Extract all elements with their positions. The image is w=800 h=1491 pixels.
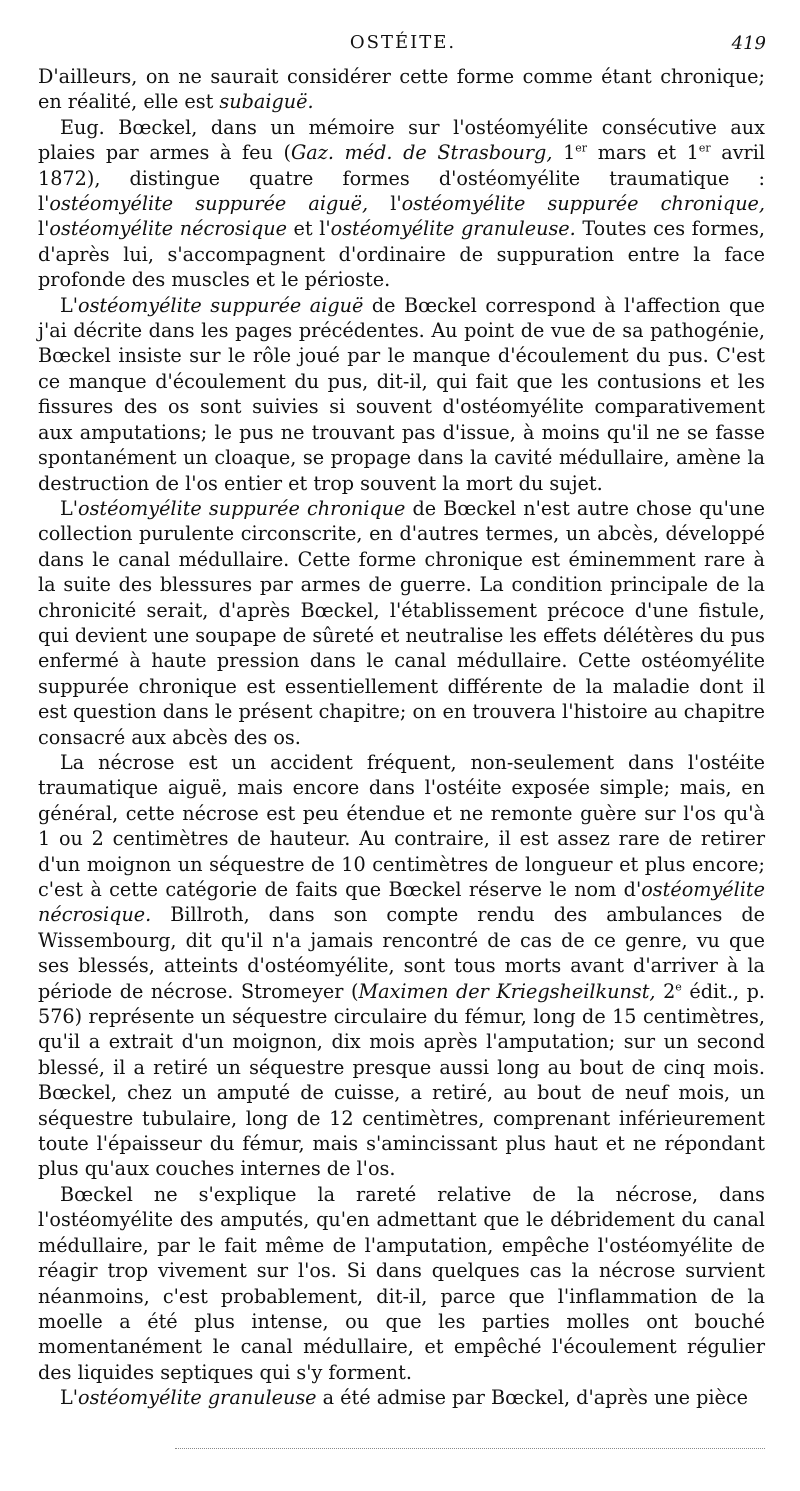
- book-title: Maximen der Kriegsheilkunst,: [358, 979, 656, 1003]
- text-run: 2: [655, 979, 676, 1003]
- page-body: [38, 64, 765, 1411]
- paragraph-7: [38, 1385, 765, 1410]
- text-run: avril 1872), distingue quatre formes d'ostéomyélite traumatique : l': [38, 141, 766, 216]
- text-run: a été admise par Bœckel, d'après une pièce: [316, 1386, 748, 1410]
- paragraph-1: [38, 64, 765, 115]
- paragraph-4: [38, 496, 765, 750]
- italic-run: ostéomyélite granuleuse.: [330, 217, 576, 241]
- page-number: 419: [731, 33, 766, 54]
- text-run: D'ailleurs, on ne saurait considérer cette forme comme étant chronique; en réalité, elle est: [38, 65, 765, 114]
- text-run: L': [60, 496, 79, 520]
- italic-run: ostéomyélite nécrosique: [49, 217, 287, 241]
- text-run: L': [60, 1386, 79, 1410]
- paragraph-6: [38, 1182, 765, 1385]
- text-run: 1: [552, 141, 576, 165]
- text-run: Toutes ces formes, d'après lui, s'accompagnent d'ordinaire de suppuration entre la face profonde des muscles et le périoste.: [38, 217, 765, 292]
- paragraph-5: [38, 750, 765, 1182]
- text-run: Bœckel ne s'explique la rareté relative de la nécrose, dans l'ostéomyélite des amputés, qu'en admettant que le débridement du canal médullaire, par le fait même de l'amputation, empêche l'ostéomyélite de réagir trop vivement sur l'os. Si dans quelques cas la nécrose survient néanmoins, c'est probablement, dit-il, parce que l'inflammation de la moelle a été plus intense, ou que les parties molles ont bouché momentanément le canal médullaire, et empêché l'écoulement régulier des liquides septiques qui s'y forment.: [38, 1182, 765, 1384]
- paragraph-3: [38, 293, 765, 496]
- superscript: er: [575, 141, 588, 155]
- text-run: mars et 1: [587, 141, 699, 165]
- page-header: [40, 30, 766, 56]
- italic-run: ostéomyélite nécrosique.: [38, 878, 765, 927]
- text-run: et l': [286, 217, 331, 241]
- text-run: Eug. Bœckel, dans un mémoire sur l'ostéomyélite consécutive aux plaies par armes à feu (: [38, 115, 765, 165]
- italic-run: ostéomyélite granuleuse: [78, 1386, 317, 1410]
- paragraph-2: [38, 115, 765, 293]
- italic-run: ostéomyélite suppurée chronique: [78, 496, 406, 520]
- italic-run: subaiguë.: [219, 90, 314, 114]
- text-run: de Bœckel correspond à l'affection que j'ai décrite dans les pages précédentes. Au point de vue de sa pathogénie, Bœckel insiste sur le rôle joué par le manque d'écoulement du pus. C'est ce manque d'écoulement du pus, dit-il, qui fait que les contusions et les fissures des os sont suivies si souvent d'ostéomyélite comparativement aux amputations; le pus ne trouvant pas d'issue, à moins qu'il ne se fasse spontanément un cloaque, se propage dans la cavité médullaire, amène la destruction de l'os entier et trop souvent la mort du sujet.: [38, 293, 766, 495]
- text-run: l': [38, 217, 50, 241]
- italic-run: ostéomyélite suppurée aiguë,: [49, 192, 369, 216]
- text-run: L': [60, 293, 79, 317]
- journal-title: Gaz. méd. de Strasbourg,: [290, 141, 553, 165]
- footer-divider: [175, 1448, 765, 1449]
- text-run: l': [368, 192, 402, 216]
- text-run: La nécrose est un accident fréquent, non-seulement dans l'ostéite traumatique aiguë, mais encore dans l'ostéite exposée simple; mais, en général, cette nécrose est peu étendue et ne remonte guère sur l'os qu'à 1 ou 2 centimètres de hauteur. Au contraire, il est assez rare de retirer d'un moignon un séquestre de 10 centimètres de longueur et plus encore; c'est à cette catégorie de faits que Bœckel réserve le nom d': [38, 750, 765, 901]
- text-run: de Bœckel n'est autre chose qu'une collection purulente circonscrite, en d'autres termes, un abcès, développé dans le canal médullaire. Cette forme chronique est éminemment rare à la suite des blessures par armes de guerre. La condition principale de la chronicité serait, d'après Bœckel, l'établissement précoce d'une fistule, qui devient une soupape de sûreté et neutralise les effets délétères du pus enfermé à haute pression dans le canal médullaire. Cette ostéomyélite suppurée chronique est essentiellement différente de la maladie dont il est question dans le présent chapitre; on en trouvera l'histoire au chapitre consacré aux abcès des os.: [38, 496, 765, 749]
- italic-run: ostéomyélite suppurée aiguë: [78, 293, 364, 317]
- text-run: édit., p. 576) représente un séquestre circulaire du fémur, long de 15 centimètres, qu'il a extrait d'un moignon, dix mois après l'amputation; sur un second blessé, il a retiré un séquestre presque aussi long au bout de cinq mois. Bœckel, chez un amputé de cuisse, a retiré, au bout de neuf mois, un séquestre tubulaire, long de 12 centimètres, comprenant inférieurement toute l'épaisseur du fémur, mais s'amincissant plus haut et ne répondant plus qu'aux couches internes de l'os.: [38, 979, 766, 1181]
- italic-run: ostéomyélite suppurée chronique,: [401, 192, 766, 216]
- superscript: e: [675, 980, 682, 994]
- running-title: OSTÉITE.: [349, 32, 457, 53]
- text-run: Billroth, dans son compte rendu des ambulances de Wissembourg, dit qu'il n'a jamais rencontré de cas de ce genre, vu que ses blessés, atteints d'ostéomyélite, sont tous morts avant d'arriver à la période de nécrose. Stromeyer (: [38, 903, 765, 1003]
- superscript: er: [698, 141, 711, 155]
